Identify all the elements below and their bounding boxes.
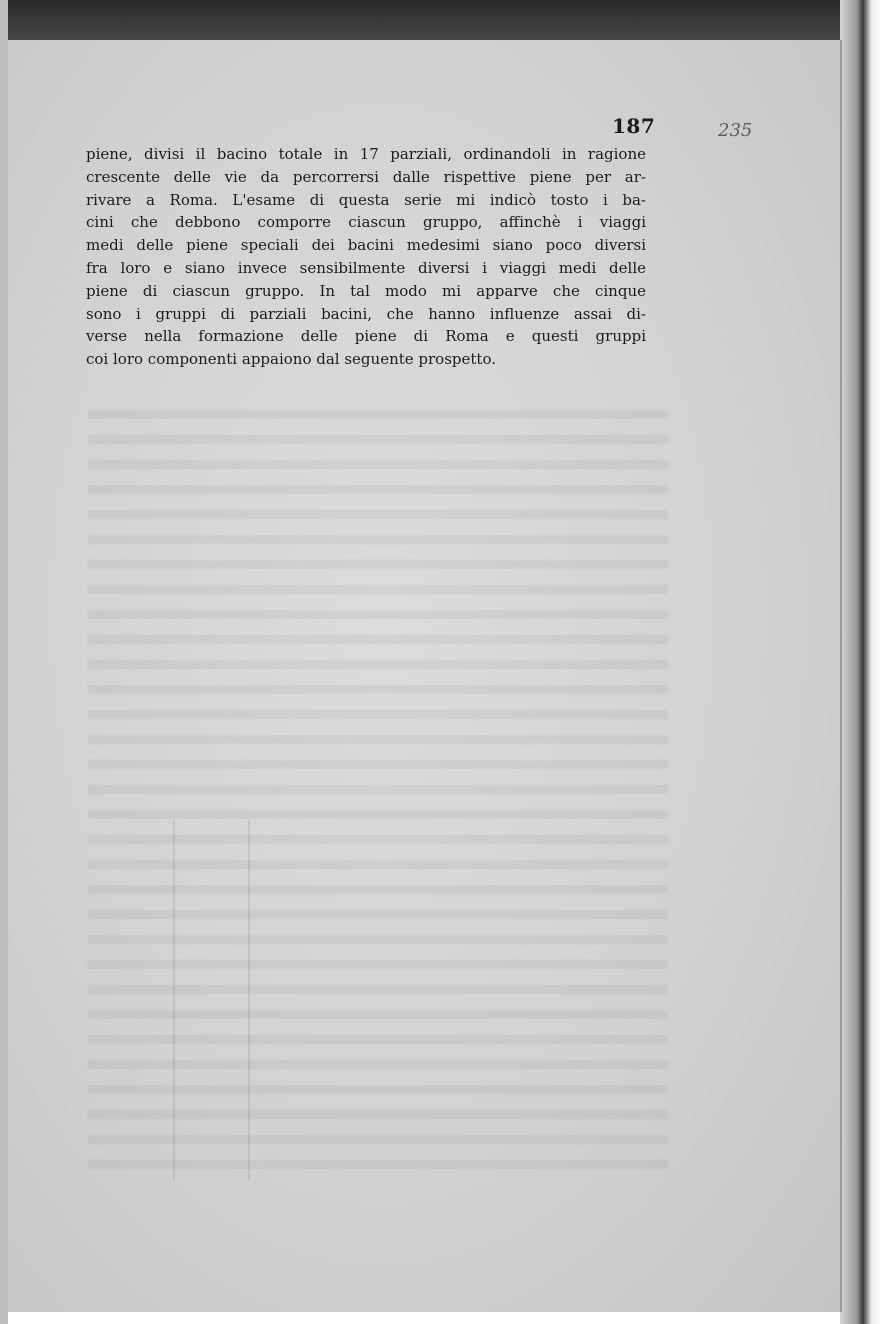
- text-line: crescente delle vie da percorrersi dalle rispettive piene per ar-: [86, 167, 646, 186]
- page-number: 187: [612, 114, 656, 138]
- scanner-left-border: [0, 0, 8, 1324]
- handwritten-archive-number: 235: [718, 120, 753, 141]
- show-through-table: [88, 820, 668, 1180]
- text-line: rivare a Roma. L'esame di questa serie mi indicò tosto i ba-: [86, 190, 646, 209]
- scanner-top-border: [0, 0, 882, 44]
- text-line: coi loro componenti appaiono dal seguente prospetto.: [86, 350, 496, 369]
- text-line: sono i gruppi di parziali bacini, che hanno influenze assai di-: [86, 304, 646, 323]
- text-line: medi delle piene speciali dei bacini medesimi siano poco diversi: [86, 236, 646, 255]
- text-line: piene di ciascun gruppo. In tal modo mi apparve che cinque: [86, 281, 646, 300]
- text-line: verse nella formazione delle piene di Roma e questi gruppi: [86, 327, 646, 346]
- body-paragraph: [86, 143, 646, 371]
- book-spine-edge: [840, 0, 882, 1324]
- text-line: fra loro e siano invece sensibilmente diversi i viaggi medi delle: [86, 258, 646, 277]
- text-line: cini che debbono comporre ciascun gruppo, affinchè i viaggi: [86, 213, 646, 232]
- text-line: piene, divisi il bacino totale in 17 parziali, ordinandoli in ragione: [86, 145, 646, 163]
